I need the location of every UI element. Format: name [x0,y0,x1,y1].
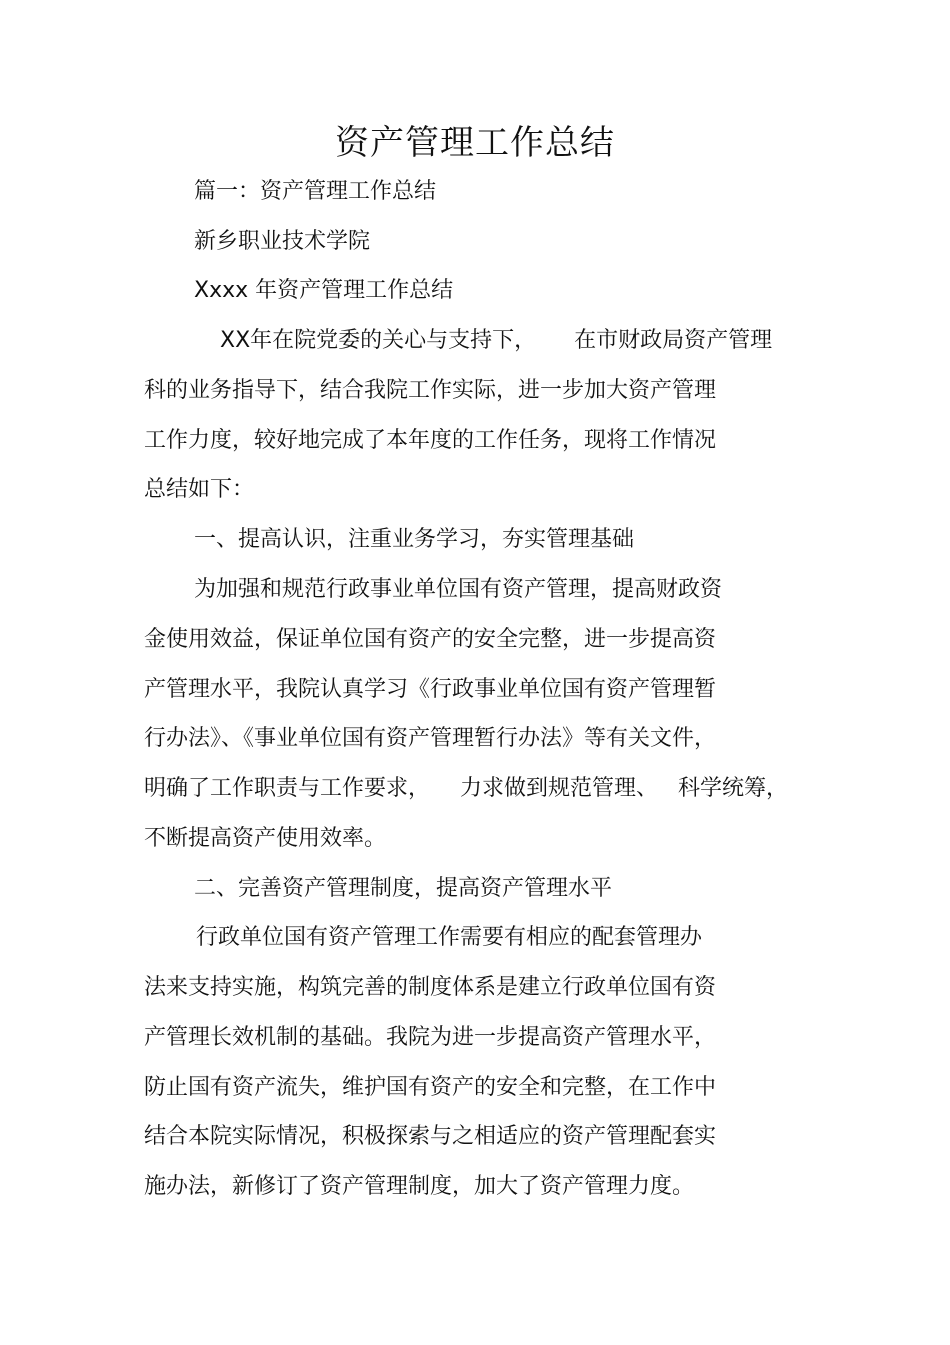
paragraph-line: 产管理长效机制的基础。我院为进一步提高资产管理水平， [144,1025,717,1050]
paragraph-line: 不断提高资产使用效率。 [144,826,387,851]
paragraph-line: 防止国有资产流失，维护国有资产的安全和完整，在工作中 [144,1075,717,1100]
paragraph-line [220,323,772,359]
text-segment: 明确了工作职责与工作要求， [144,776,431,801]
paragraph-line: 行政单位国有资产管理工作需要有相应的配套管理办 [196,925,703,950]
paragraph-line: 行办法》、《事业单位国有资产管理暂行办法》等有关文件， [144,726,717,751]
paragraph-line: 工作力度，较好地完成了本年度的工作任务，现将工作情况 [144,428,717,453]
institution-name: 新乡职业技术学院 [194,229,371,254]
text-segment: 在市财政局资产管理 [574,328,773,353]
paragraph-line: 施办法，新修订了资产管理制度，加大了资产管理力度。 [144,1174,695,1199]
subtitle-article-one: 篇一：资产管理工作总结 [194,179,437,204]
paragraph-line: 产管理水平，我院认真学习《行政事业单位国有资产管理暂 [144,677,717,702]
paragraph-line: 法来支持实施，构筑完善的制度体系是建立行政单位国有资 [144,975,717,1000]
text-segment: 力求做到规范管理、 [460,776,659,801]
paragraph-line: 为加强和规范行政事业单位国有资产管理，提高财政资 [194,577,723,602]
text-segment: XX年在院党委的关心与支持下， [220,328,537,353]
section-heading-one: 一、提高认识，注重业务学习，夯实管理基础 [194,527,635,552]
section-heading-two: 二、完善资产管理制度，提高资产管理水平 [194,876,613,901]
text-segment: 科学统筹， [678,776,789,801]
paragraph-line [144,771,788,807]
paragraph-line: 金使用效益，保证单位国有资产的安全完整，进一步提高资 [144,627,717,652]
document-title: 资产管理工作总结 [335,123,615,163]
report-heading: Xxxx 年资产管理工作总结 [194,278,454,303]
paragraph-line: 总结如下： [144,477,255,502]
paragraph-line: 结合本院实际情况，积极探索与之相适应的资产管理配套实 [144,1124,717,1149]
paragraph-line: 科的业务指导下，结合我院工作实际，进一步加大资产管理 [144,378,717,403]
